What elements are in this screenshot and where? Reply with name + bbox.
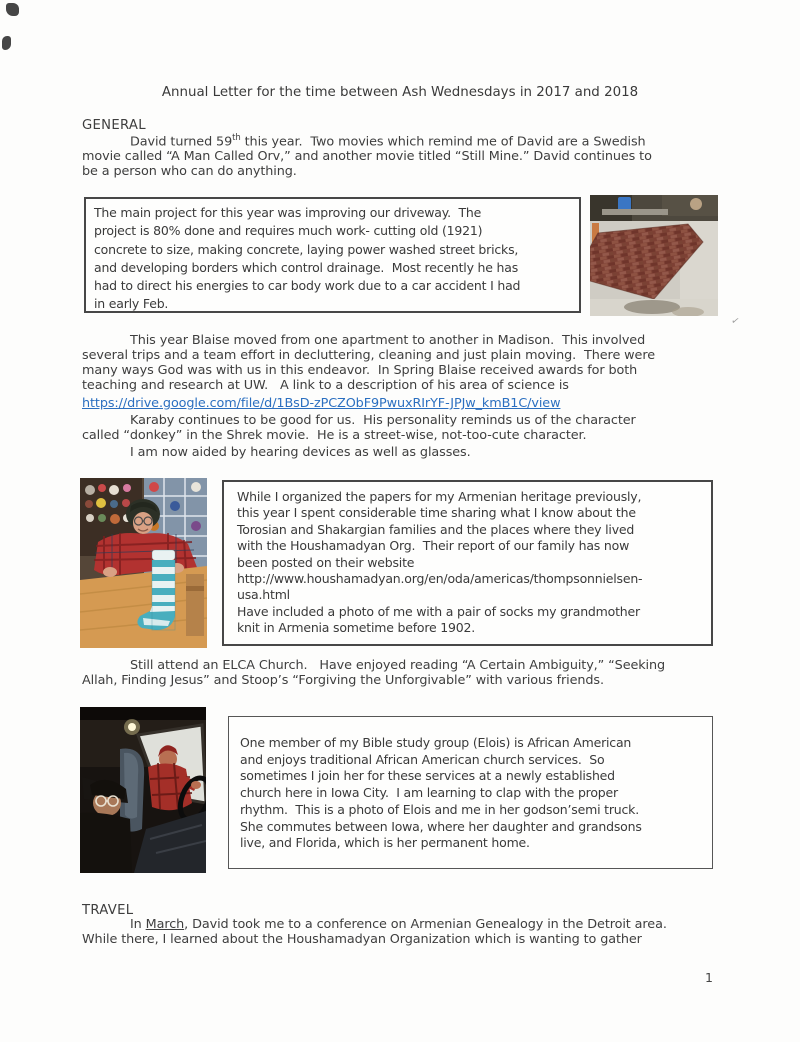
box-line: and enjoys traditional African American church services. So xyxy=(240,751,605,767)
box-line: had to direct his energies to car body work due to a car accident I had xyxy=(94,278,521,294)
box-line: sometimes I join her for these services at a newly established xyxy=(240,768,615,784)
scan-artifact-mark: ✓ xyxy=(729,315,741,328)
box-line: and developing borders which control drainage. Most recently he has xyxy=(94,259,519,275)
box-line: rhythm. This is a photo of Elois and me in her godson’semi truck. xyxy=(240,801,639,817)
box-line: knit in Armenia sometime before 1902. xyxy=(237,620,476,636)
paragraph-line: David turned 59th this year. Two movies which remind me of David are a Swedish xyxy=(130,133,646,150)
science-description-link[interactable]: https://drive.google.com/file/d/1BsD-zPCZObF9PwuxRIrYF-JPJw_kmB1C/view xyxy=(82,396,561,411)
paragraph-line: many ways God was with us in this endeavor. In Spring Blaise received awards for both xyxy=(82,363,638,378)
box-line: in early Feb. xyxy=(94,296,169,312)
box-line: Torosian and Shakargian families and the places where they lived xyxy=(237,521,635,537)
box-line: this year I spent considerable time sharing what I know about the xyxy=(237,505,636,521)
box-line: concrete to size, making concrete, laying power washed street bricks, xyxy=(94,241,519,257)
paragraph-line: several trips and a team effort in decluttering, cleaning and just plain moving. There were xyxy=(82,348,655,363)
driveway-text-box xyxy=(84,197,581,313)
box-line: project is 80% done and requires much work- cutting old (1921) xyxy=(94,223,483,239)
truck-photo xyxy=(80,707,206,873)
blaise-paragraph xyxy=(82,333,655,393)
scan-artifact xyxy=(6,3,19,16)
box-line: http://www.houshamadyan.org/en/oda/americas/thompsonnielsen- xyxy=(237,571,643,587)
box-line: The main project for this year was improving our driveway. The xyxy=(94,205,482,220)
box-line: been posted on their website xyxy=(237,554,415,570)
box-line: with the Houshamadyan Org. Their report of our family has now xyxy=(237,538,630,554)
paragraph-line: This year Blaise moved from one apartment to another in Madison. This involved xyxy=(130,333,646,348)
box-line: usa.html xyxy=(237,587,290,603)
elca-paragraph xyxy=(82,658,665,688)
underlined-month: March xyxy=(145,917,185,932)
intro-paragraph xyxy=(82,131,652,179)
paragraph-line: In March, David took me to a conference on Armenian Genealogy in the Detroit area. xyxy=(130,917,667,932)
travel-paragraph xyxy=(82,917,667,947)
armenian-heritage-text-box xyxy=(222,480,713,646)
paragraph-line: teaching and research at UW. A link to a description of his area of science is xyxy=(82,378,569,393)
paragraph-line: called “donkey” in the Shrek movie. He is a street-wise, not-too-cute character. xyxy=(82,428,587,443)
scan-artifact xyxy=(2,36,11,50)
karaby-paragraph xyxy=(82,413,636,443)
paragraph-line: be a person who can do anything. xyxy=(82,164,297,180)
bible-study-text-box xyxy=(228,716,713,869)
box-line: She commutes between Iowa, where her daughter and grandsons xyxy=(240,818,642,834)
paragraph-line: Still attend an ELCA Church. Have enjoyed reading “A Certain Ambiguity,” “Seeking xyxy=(130,658,666,673)
superscript-th: th xyxy=(232,133,241,143)
page-number: 1 xyxy=(705,970,713,985)
box-line: church here in Iowa City. I am learning to clap with the proper xyxy=(240,785,618,801)
driveway-photo xyxy=(590,195,718,316)
paragraph-line: While there, I learned about the Houshamadyan Organization which is wanting to gather xyxy=(82,932,642,947)
paragraph-line: movie called “A Man Called Orv,” and another movie titled “Still Mine.” David continues to xyxy=(82,149,652,165)
box-line: Have included a photo of me with a pair of socks my grandmother xyxy=(237,603,640,619)
paragraph-line: Karaby continues to be good for us. His personality reminds us of the character xyxy=(130,413,636,428)
paragraph-line: Allah, Finding Jesus” and Stoop’s “Forgiving the Unforgivable” with various friends. xyxy=(82,673,604,688)
section-heading-general: GENERAL xyxy=(82,118,146,133)
box-line: While I organized the papers for my Armenian heritage previously, xyxy=(237,489,642,504)
socks-photo xyxy=(80,478,207,648)
hearing-devices-line: I am now aided by hearing devices as well as glasses. xyxy=(130,445,471,460)
section-heading-travel: TRAVEL xyxy=(82,903,134,918)
box-line: One member of my Bible study group (Elois) is African American xyxy=(240,735,632,750)
page-title: Annual Letter for the time between Ash Wednesdays in 2017 and 2018 xyxy=(161,85,639,100)
box-line: live, and Florida, which is her permanent home. xyxy=(240,835,530,851)
